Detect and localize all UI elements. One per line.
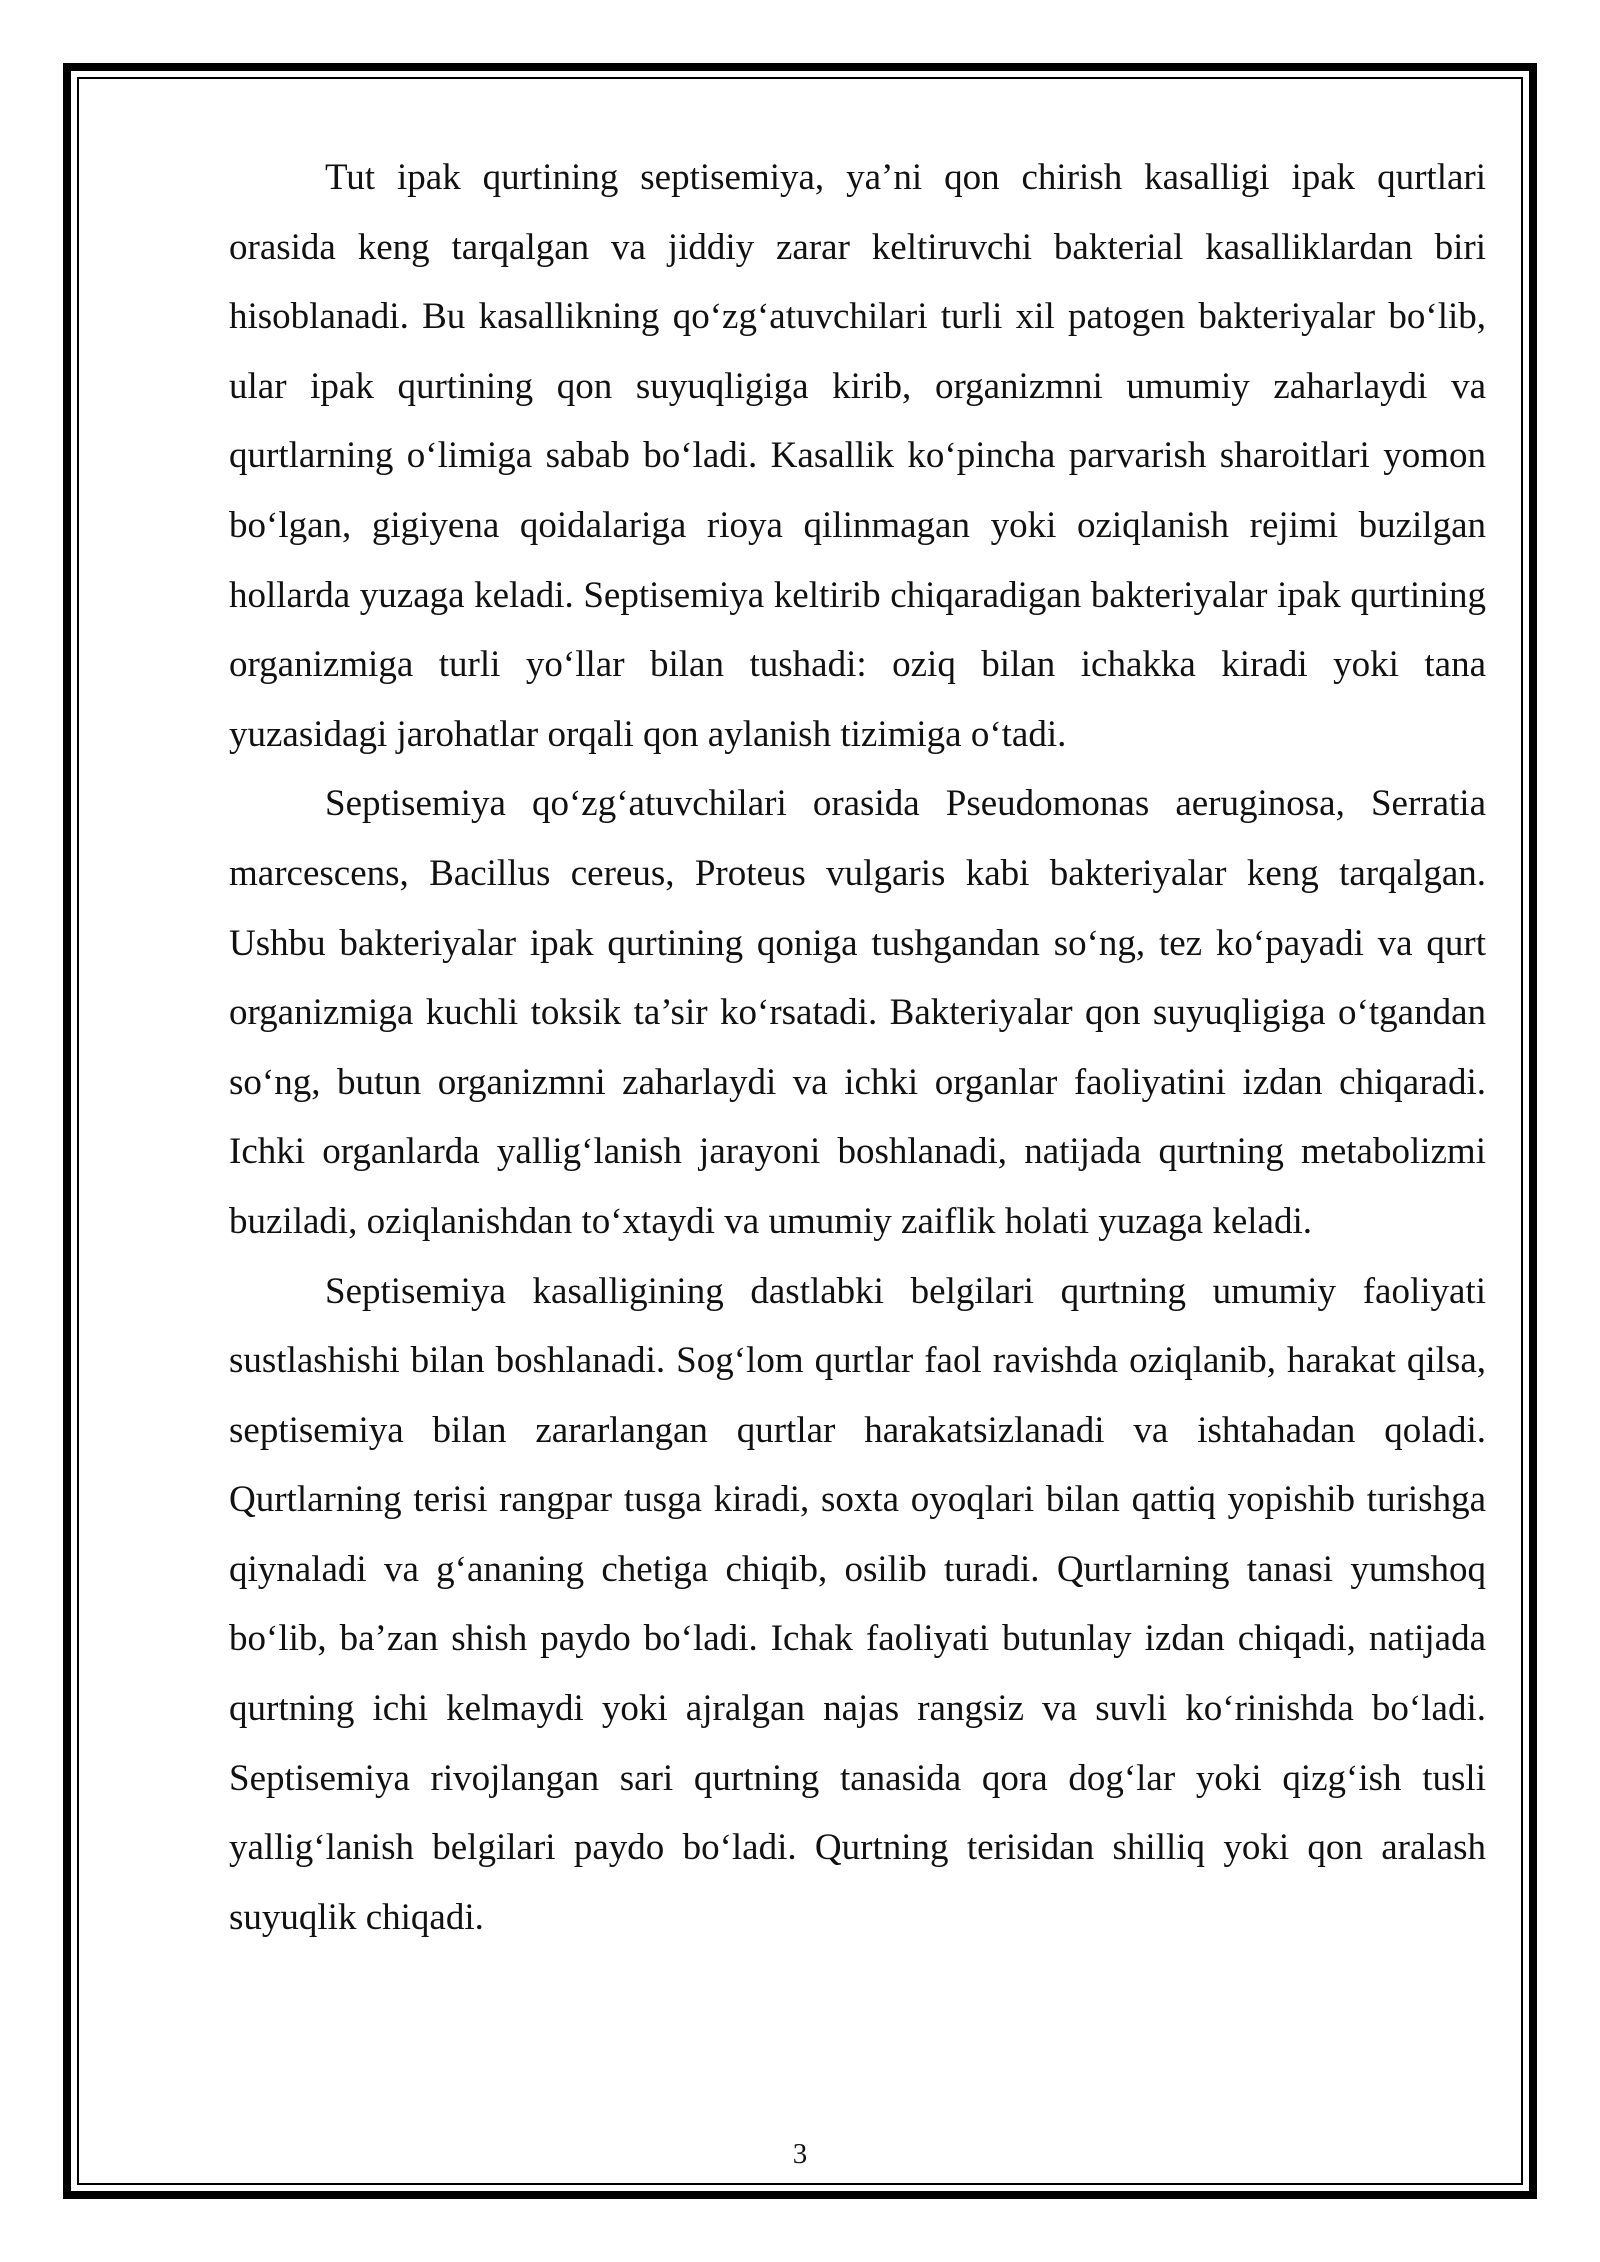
paragraph-1: Tut ipak qurtining septisemiya, ya’ni qon chirish kasalligi ipak qurtlari orasida keng tarqalgan va jiddiy zarar keltiruvchi bakterial kasalliklardan biri hisoblanadi. Bu kasallikning qo‘zg‘atuvchilari turli xil patogen bakteriyalar bo‘lib, ular ipak qurtining qon suyuqligiga kirib, organizmni umumiy zaharlaydi va qurtlarning o‘limiga sabab bo‘ladi. Kasallik ko‘pincha parvarish sharoitlari yomon bo‘lgan, gigiyena qoidalariga rioya qilinmagan yoki oziqlanish rejimi buzilgan hollarda yuzaga keladi. Septisemiya keltirib chiqaradigan bakteriyalar ipak qurtining organizmiga turli yo‘llar bilan tushadi: oziq bilan ichakka kiradi yoki tana yuzasidagi jarohatlar orqali qon aylanish tizimiga o‘tadi. [229, 157, 1486, 755]
page-number: 3 [792, 2138, 808, 2170]
document-body [229, 143, 1486, 1952]
paragraph-3: Septisemiya kasalligining dastlabki belgilari qurtning umumiy faoliyati sustlashishi bilan boshlanadi. Sog‘lom qurtlar faol ravishda oziqlanib, harakat qilsa, septisemiya bilan zararlangan qurtlar harakatsizlanadi va ishtahadan qoladi. Qurtlarning terisi rangpar tusga kiradi, soxta oyoqlari bilan qattiq yopishib turishga qiynaladi va g‘ananing chetiga chiqib, osilib turadi. Qurtlarning tanasi yumshoq bo‘lib, ba’zan shish paydo bo‘ladi. Ichak faoliyati butunlay izdan chiqadi, natijada qurtning ichi kelmaydi yoki ajralgan najas rangsiz va suvli ko‘rinishda bo‘ladi. Septisemiya rivojlangan sari qurtning tanasida qora dog‘lar yoki qizg‘ish tusli yallig‘lanish belgilari paydo bo‘ladi. Qurtning terisidan shilliq yoki qon aralash suyuqlik chiqadi. [229, 1270, 1486, 1938]
paragraph-2: Septisemiya qo‘zg‘atuvchilari orasida Pseudomonas aeruginosa, Serratia marcescens, Bacillus cereus, Proteus vulgaris kabi bakteriyalar keng tarqalgan. Ushbu bakteriyalar ipak qurtining qoniga tushgandan so‘ng, tez ko‘payadi va qurt organizmiga kuchli toksik ta’sir ko‘rsatadi. Bakteriyalar qon suyuqligiga o‘tgandan so‘ng, butun organizmni zaharlaydi va ichki organlar faoliyatini izdan chiqaradi. Ichki organlarda yallig‘lanish jarayoni boshlanadi, natijada qurtning metabolizmi buziladi, oziqlanishdan to‘xtaydi va umumiy zaiflik holati yuzaga keladi. [229, 783, 1486, 1242]
